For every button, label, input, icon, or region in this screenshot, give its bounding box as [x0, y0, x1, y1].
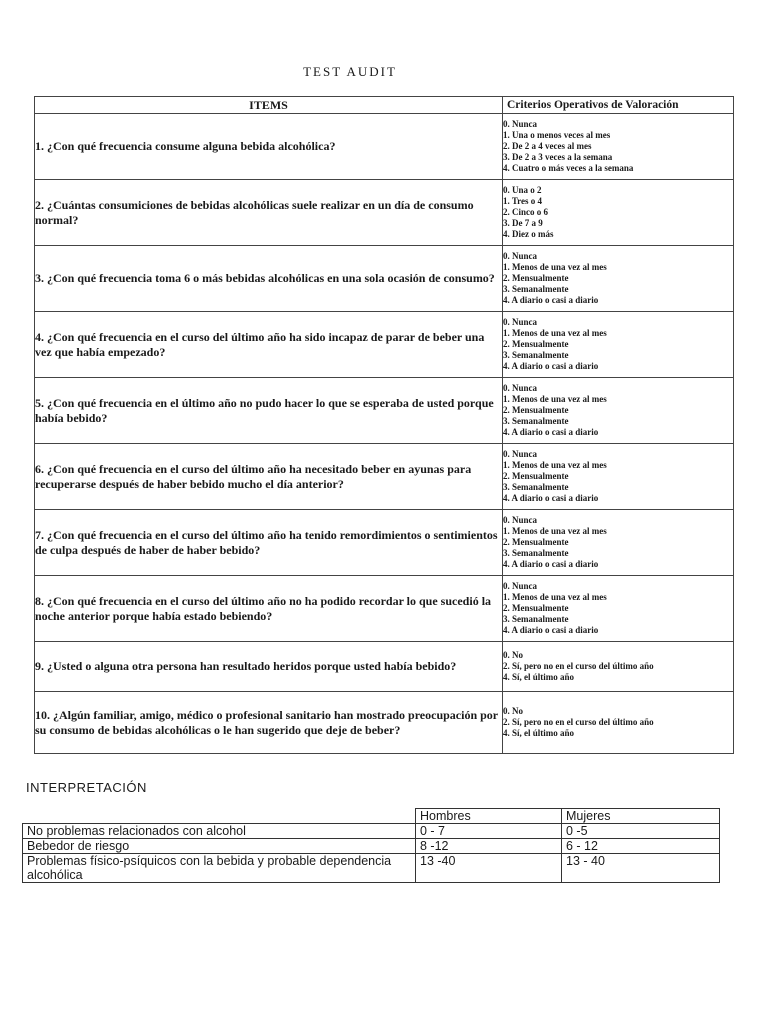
answer-option: 4. A diario o casi a diario	[503, 493, 599, 503]
answer-option: 2. De 2 a 4 veces al mes	[503, 141, 592, 151]
answer-option: 4. Cuatro o más veces a la semana	[503, 163, 634, 173]
question-text: 7. ¿Con qué frecuencia en el curso del último año ha tenido remordimientos o sentimientos de culpa después de haber de haber bebido?	[35, 510, 503, 576]
answer-option: 3. De 2 a 3 veces a la semana	[503, 152, 613, 162]
answer-option: 1. Menos de una vez al mes	[503, 526, 607, 536]
category-label: No problemas relacionados con alcohol	[23, 824, 416, 839]
question-text: 9. ¿Usted o alguna otra persona han resultado heridos porque usted había bebido?	[35, 642, 503, 692]
items-column-header: ITEMS	[35, 97, 503, 114]
answer-option: 3. De 7 a 9	[503, 218, 543, 228]
answer-option: 2. Mensualmente	[503, 471, 569, 481]
answer-option: 0. Nunca	[503, 317, 538, 327]
answer-option: 2. Mensualmente	[503, 273, 569, 283]
category-label: Bebedor de riesgo	[23, 839, 416, 854]
answer-options	[503, 510, 734, 576]
answer-options	[503, 642, 734, 692]
criteria-column-header: Criterios Operativos de Valoración	[503, 97, 734, 114]
question-row	[35, 576, 734, 642]
answer-option: 1. Menos de una vez al mes	[503, 460, 607, 470]
answer-options	[503, 312, 734, 378]
answer-option: 4. Diez o más	[503, 229, 554, 239]
answer-option: 0. Una o 2	[503, 185, 542, 195]
answer-options	[503, 444, 734, 510]
question-text: 1. ¿Con qué frecuencia consume alguna bebida alcohólica?	[35, 114, 503, 180]
answer-option: 4. A diario o casi a diario	[503, 625, 599, 635]
answer-option: 1. Una o menos veces al mes	[503, 130, 611, 140]
answer-options	[503, 114, 734, 180]
interpretation-heading: INTERPRETACIÓN	[26, 780, 147, 795]
category-label: Problemas físico-psíquicos con la bebida y probable dependencia alcohólica	[23, 854, 416, 883]
interpretation-row	[23, 839, 720, 854]
answer-option: 0. Nunca	[503, 119, 538, 129]
answer-options	[503, 378, 734, 444]
question-text: 6. ¿Con qué frecuencia en el curso del último año ha necesitado beber en ayunas para recuperarse después de haber bebido mucho el día anterior?	[35, 444, 503, 510]
question-text: 10. ¿Algún familiar, amigo, médico o profesional sanitario han mostrado preocupación por su consumo de bebidas alcohólicas o le han sugerido que deje de beber?	[35, 692, 503, 754]
answer-option: 0. Nunca	[503, 449, 538, 459]
answer-option: 0. No	[503, 650, 523, 660]
blank-cell	[23, 809, 416, 824]
question-text: 8. ¿Con qué frecuencia en el curso del último año no ha podido recordar lo que sucedió la noche anterior porque había estado bebiendo?	[35, 576, 503, 642]
answer-option: 2. Mensualmente	[503, 405, 569, 415]
answer-option: 2. Mensualmente	[503, 537, 569, 547]
question-row	[35, 246, 734, 312]
answer-option: 3. Semanalmente	[503, 416, 569, 426]
answer-option: 1. Tres o 4	[503, 196, 543, 206]
answer-option: 2. Mensualmente	[503, 339, 569, 349]
answer-option: 4. Sí, el último año	[503, 728, 575, 738]
audit-table-header	[35, 97, 734, 114]
men-range: 8 -12	[416, 839, 562, 854]
answer-option: 3. Semanalmente	[503, 284, 569, 294]
answer-option: 2. Sí, pero no en el curso del último año	[503, 717, 654, 727]
men-range: 0 - 7	[416, 824, 562, 839]
interpretation-table	[22, 808, 720, 883]
answer-option: 1. Menos de una vez al mes	[503, 262, 607, 272]
answer-option: 3. Semanalmente	[503, 350, 569, 360]
audit-table	[34, 96, 734, 754]
answer-option: 0. No	[503, 706, 523, 716]
answer-option: 0. Nunca	[503, 515, 538, 525]
question-row	[35, 114, 734, 180]
question-text: 5. ¿Con qué frecuencia en el último año no pudo hacer lo que se esperaba de usted porque había bebido?	[35, 378, 503, 444]
answer-option: 4. A diario o casi a diario	[503, 559, 599, 569]
answer-option: 0. Nunca	[503, 251, 538, 261]
answer-option: 2. Mensualmente	[503, 603, 569, 613]
women-column-header: Mujeres	[562, 809, 720, 824]
answer-option: 1. Menos de una vez al mes	[503, 592, 607, 602]
question-row	[35, 692, 734, 754]
question-text: 3. ¿Con qué frecuencia toma 6 o más bebidas alcohólicas en una sola ocasión de consumo?	[35, 246, 503, 312]
question-row	[35, 312, 734, 378]
women-range: 0 -5	[562, 824, 720, 839]
answer-option: 2. Sí, pero no en el curso del último año	[503, 661, 654, 671]
document-title: TEST AUDIT	[303, 64, 397, 79]
question-text: 2. ¿Cuántas consumiciones de bebidas alcohólicas suele realizar en un día de consumo normal?	[35, 180, 503, 246]
answer-option: 3. Semanalmente	[503, 548, 569, 558]
answer-option: 1. Menos de una vez al mes	[503, 394, 607, 404]
question-text: 4. ¿Con qué frecuencia en el curso del último año ha sido incapaz de parar de beber una vez que había empezado?	[35, 312, 503, 378]
answer-option: 1. Menos de una vez al mes	[503, 328, 607, 338]
answer-option: 0. Nunca	[503, 581, 538, 591]
answer-option: 4. A diario o casi a diario	[503, 361, 599, 371]
question-row	[35, 180, 734, 246]
answer-option: 4. A diario o casi a diario	[503, 295, 599, 305]
question-row	[35, 444, 734, 510]
interpretation-row	[23, 824, 720, 839]
women-range: 13 - 40	[562, 854, 720, 883]
answer-option: 2. Cinco o 6	[503, 207, 548, 217]
answer-option: 4. A diario o casi a diario	[503, 427, 599, 437]
interpretation-row	[23, 854, 720, 883]
answer-options	[503, 180, 734, 246]
answer-option: 3. Semanalmente	[503, 482, 569, 492]
women-range: 6 - 12	[562, 839, 720, 854]
question-row	[35, 510, 734, 576]
answer-option: 4. Sí, el último año	[503, 672, 575, 682]
men-range: 13 -40	[416, 854, 562, 883]
answer-options	[503, 576, 734, 642]
answer-option: 3. Semanalmente	[503, 614, 569, 624]
answer-option: 0. Nunca	[503, 383, 538, 393]
men-column-header: Hombres	[416, 809, 562, 824]
answer-options	[503, 692, 734, 754]
question-row	[35, 378, 734, 444]
answer-options	[503, 246, 734, 312]
interpretation-header-row	[23, 809, 720, 824]
question-row	[35, 642, 734, 692]
